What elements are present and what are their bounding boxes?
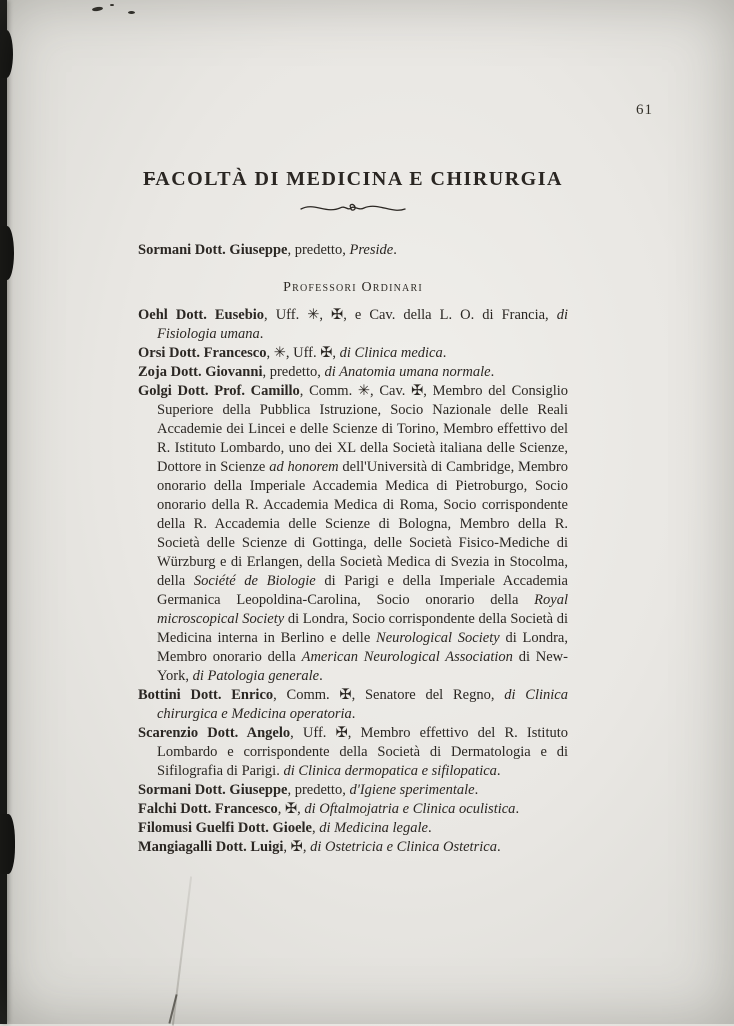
text-run: Société de Biologie xyxy=(193,573,316,589)
professor-entry xyxy=(138,724,568,781)
page-number: 61 xyxy=(636,102,653,118)
text-run: American Neurological Association xyxy=(301,649,513,665)
text-run: Orsi Dott. Francesco xyxy=(138,345,267,361)
text-run: di Clinica medica xyxy=(339,345,443,361)
text-run: Preside xyxy=(349,242,394,258)
professor-entry xyxy=(138,306,568,344)
professor-entry xyxy=(138,819,568,838)
page-title: FACOLTÀ DI MEDICINA E CHIRURGIA xyxy=(143,168,563,190)
text-run: Falchi Dott. Francesco xyxy=(138,801,278,817)
professor-entry xyxy=(138,838,568,857)
text-run: Bottini Dott. Enrico xyxy=(138,687,274,703)
text-run: di Parigi e della Imperiale Accademia Germanica Leopoldina-Carolina, Socio onorario della xyxy=(157,573,568,608)
text-run: d'Igiene sperimentale xyxy=(349,782,475,798)
text-run: Zoja Dott. Giovanni xyxy=(138,364,263,380)
professor-entry xyxy=(138,363,568,382)
professor-list xyxy=(138,306,568,857)
professor-entry xyxy=(138,344,568,363)
text-run: di Anatomia umana normale xyxy=(324,364,491,380)
text-run: , Comm. ✳, Cav. ✠, Membro del Consiglio Superiore della Pubblica Istruzione, Socio Nazionale delle Reali Accademie dei Lincei e delle Scienze di Torino, Membro effettivo del R. Istituto Lombardo, uno dei XL della Società italiana delle Scienze, Dottore in Scienze xyxy=(157,383,568,475)
binding-ink-blot xyxy=(0,30,13,78)
professor-entry xyxy=(138,382,568,686)
text-run: Mangiagalli Dott. Luigi xyxy=(138,839,284,855)
text-run: Sormani Dott. Giuseppe xyxy=(138,782,288,798)
text-run: Scarenzio Dott. Angelo xyxy=(138,725,291,741)
text-run: . xyxy=(442,345,447,361)
text-run: di Patologia generale xyxy=(192,668,320,684)
text-run: di Ostetricia e Clinica Ostetrica xyxy=(310,839,497,855)
text-run: Sormani Dott. Giuseppe xyxy=(138,242,288,258)
text-run: di New-York, xyxy=(157,649,568,684)
scan-speck xyxy=(110,4,114,6)
ornament-flourish xyxy=(298,200,408,216)
text-run: , ✳, Uff. ✠, xyxy=(266,345,340,361)
text-run: ad honorem xyxy=(269,459,339,475)
text-run: . xyxy=(490,364,495,380)
professor-entry xyxy=(138,800,568,819)
text-run: . xyxy=(496,763,501,779)
text-run: . xyxy=(474,782,479,798)
binding-ink-blot xyxy=(0,814,15,874)
professor-entry xyxy=(138,781,568,800)
text-run: . xyxy=(351,706,356,722)
text-run: di Clinica dermopatica e sifilopatica xyxy=(283,763,497,779)
scan-speck xyxy=(92,6,103,11)
text-run: . xyxy=(427,820,432,836)
text-run: . xyxy=(393,242,397,258)
text-run: , ✠, xyxy=(283,839,311,855)
text-column xyxy=(138,0,568,857)
binding-ink-blot xyxy=(0,226,14,280)
text-run: , ✠, xyxy=(277,801,305,817)
preside-line xyxy=(138,241,568,260)
text-run: dell'Università di Cambridge, Membro onorario della Imperiale Accademia Medica di Pietroburgo, Socio onorario della R. Accademia Medica di Roma, Socio corrispondente della R. Accademia delle Scienze di Bologna, Membro della R. Società delle Scienze di Gottinga, delle Società Fisico-Mediche di Würzburg e di Erlangen, della Società Medica di Svezia in Stocolma, della xyxy=(157,459,568,589)
text-run: , Uff. ✳, ✠, e Cav. della L. O. di Francia, xyxy=(264,307,557,323)
text-run: . xyxy=(515,801,520,817)
section-heading: Professori Ordinari xyxy=(283,280,423,295)
text-run: di Londra, Socio corrispondente della Società di Medicina interna in Berlino e delle xyxy=(157,611,568,646)
text-run: di Clinica chirurgica e Medicina operatoria xyxy=(157,687,568,722)
text-run: Neurological Society xyxy=(376,630,500,646)
text-run: di Medicina legale xyxy=(319,820,428,836)
text-run: di Fisiologia umana xyxy=(157,307,568,342)
text-run: . xyxy=(496,839,501,855)
text-run: . xyxy=(259,326,264,342)
text-run: Oehl Dott. Eusebio xyxy=(138,307,265,323)
text-run: di Londra, Membro onorario della xyxy=(157,630,568,665)
text-run: , Uff. ✠, Membro effettivo del R. Istituto Lombardo e corrispondente della Società di Dermatologia e di Sifilografia di Parigi. xyxy=(157,725,569,779)
scan-speck xyxy=(128,11,135,14)
text-run: Royal microscopical Society xyxy=(157,592,568,627)
professor-entry xyxy=(138,686,568,724)
text-run: , predetto, xyxy=(262,364,325,380)
text-run: , predetto, xyxy=(287,242,350,258)
text-run: , xyxy=(311,820,320,836)
text-run: , predetto, xyxy=(287,782,350,798)
text-run: Golgi Dott. Prof. Camillo xyxy=(138,383,300,399)
text-run: Filomusi Guelfi Dott. Gioele xyxy=(138,820,312,836)
text-run: di Oftalmojatria e Clinica oculistica xyxy=(304,801,516,817)
text-run: , Comm. ✠, Senatore del Regno, xyxy=(273,687,505,703)
text-run: . xyxy=(319,668,323,684)
